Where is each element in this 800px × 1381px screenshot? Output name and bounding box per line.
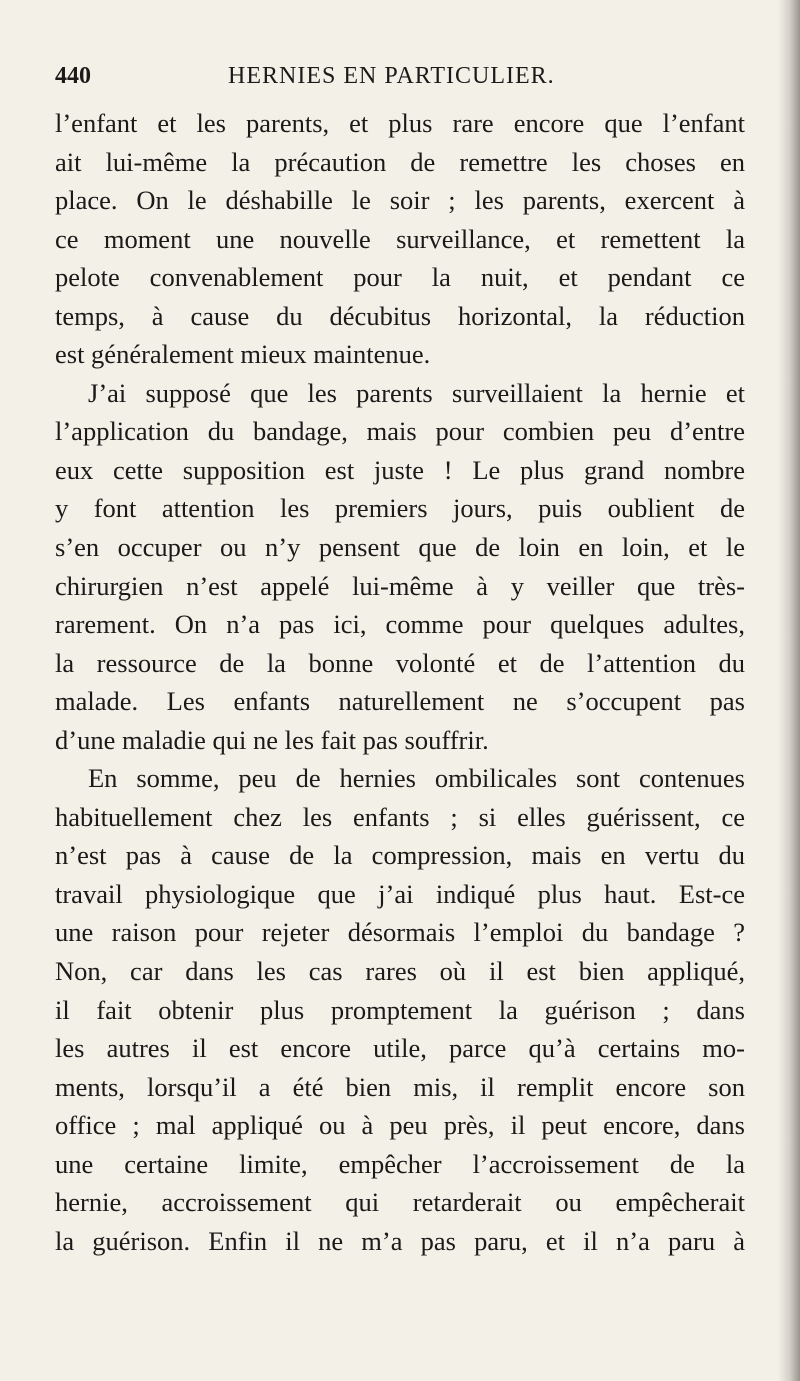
- text-line: office ; mal appliqué ou à peu près, il peut encore, dans: [55, 1110, 745, 1141]
- text-line: l’application du bandage, mais pour combien peu d’entre: [55, 416, 745, 447]
- text-line: travail physiologique que j’ai indiqué plus haut. Est-ce: [55, 878, 745, 909]
- text-line: hernie, accroissement qui retarderait ou empêcherait: [55, 1187, 745, 1218]
- text-line: eux cette supposition est juste ! Le plus grand nombre: [55, 454, 745, 485]
- text-line: temps, à cause du décubitus horizontal, la réduction: [55, 300, 745, 331]
- text-line: rarement. On n’a pas ici, comme pour quelques adultes,: [55, 609, 745, 640]
- text-line: place. On le déshabille le soir ; les parents, exercent à: [55, 185, 745, 216]
- text-line: il fait obtenir plus promptement la guérison ; dans: [55, 994, 745, 1025]
- text-line: la ressource de la bonne volonté et de l’attention du: [55, 647, 745, 678]
- text-line: chirurgien n’est appelé lui-même à y veiller que très-: [55, 570, 745, 601]
- running-title: HERNIES EN PARTICULIER.: [228, 63, 555, 89]
- body-text: [55, 104, 745, 1260]
- text-line: n’est pas à cause de la compression, mais en vertu du: [55, 840, 745, 871]
- text-line: J’ai supposé que les parents surveillaient la hernie et: [88, 377, 745, 408]
- text-line: est généralement mieux maintenue.: [55, 339, 431, 370]
- text-line: s’en occuper ou n’y pensent que de loin en loin, et le: [55, 532, 745, 563]
- text-line: la guérison. Enfin il ne m’a pas paru, et il n’a paru à: [55, 1225, 745, 1256]
- text-line: une raison pour rejeter désormais l’emploi du bandage ?: [55, 917, 745, 948]
- text-line: une certaine limite, empêcher l’accroissement de la: [55, 1148, 745, 1179]
- text-line: y font attention les premiers jours, puis oublient de: [55, 493, 745, 524]
- page-header: [55, 63, 745, 95]
- text-line: Non, car dans les cas rares où il est bien appliqué,: [55, 956, 745, 987]
- page-edge-shadow: [778, 0, 800, 1381]
- text-line: ce moment une nouvelle surveillance, et remettent la: [55, 223, 745, 254]
- text-line: ments, lorsqu’il a été bien mis, il remplit encore son: [55, 1071, 745, 1102]
- text-line: En somme, peu de hernies ombilicales sont contenues: [88, 763, 745, 794]
- text-line: ait lui-même la précaution de remettre les choses en: [55, 146, 745, 177]
- text-line: d’une maladie qui ne les fait pas souffrir.: [55, 724, 489, 755]
- text-line: les autres il est encore utile, parce qu’à certains mo-: [55, 1033, 745, 1064]
- text-line: habituellement chez les enfants ; si elles guérissent, ce: [55, 801, 745, 832]
- text-line: l’enfant et les parents, et plus rare encore que l’enfant: [55, 108, 745, 138]
- page-number: 440: [55, 63, 91, 89]
- text-line: malade. Les enfants naturellement ne s’occupent pas: [55, 686, 745, 717]
- text-line: pelote convenablement pour la nuit, et pendant ce: [55, 262, 745, 293]
